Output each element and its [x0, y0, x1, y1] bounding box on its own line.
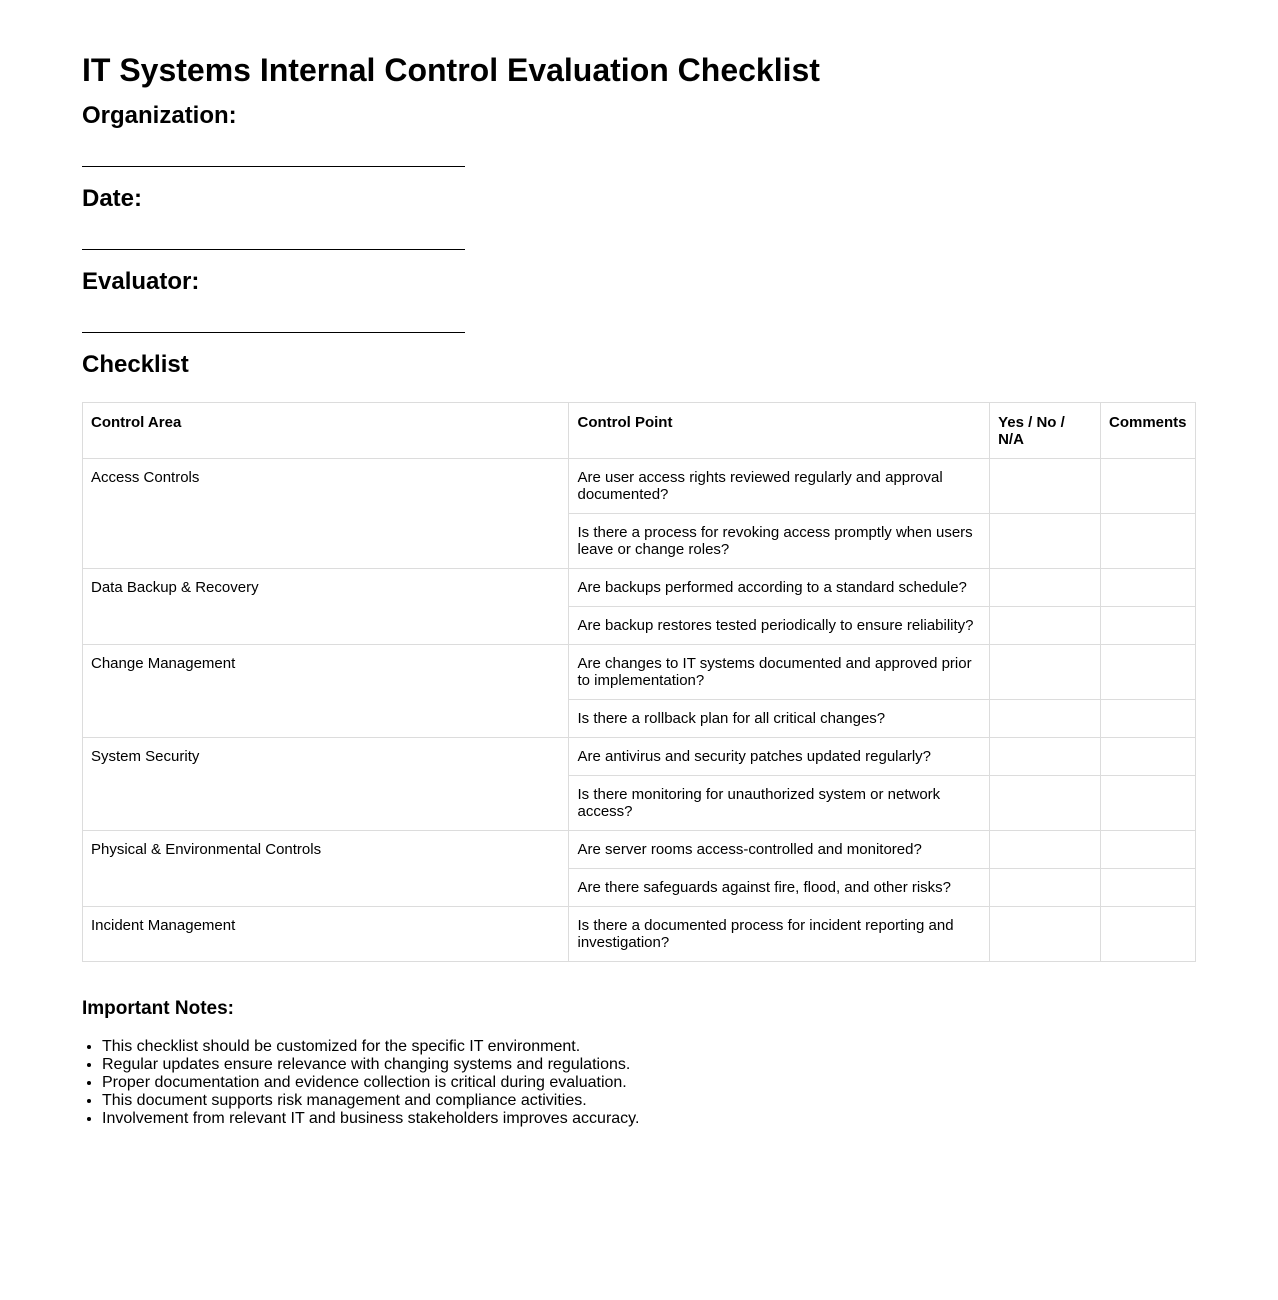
control-area-cell: Access Controls — [83, 459, 569, 569]
yes-no-na-cell[interactable] — [990, 514, 1101, 569]
note-item: • This checklist should be customized for the specific IT environment. — [102, 1038, 1196, 1056]
control-point-cell: Is there a process for revoking access promptly when users leave or change roles? — [569, 514, 990, 569]
organization-field-line[interactable] — [82, 166, 465, 167]
evaluator-field-line[interactable] — [82, 332, 465, 333]
control-area-cell: Change Management — [83, 645, 569, 738]
header-control-point: Control Point — [569, 403, 990, 459]
control-point-cell: Are changes to IT systems documented and approved prior to implementation? — [569, 645, 990, 700]
control-point-cell: Is there a documented process for incident reporting and investigation? — [569, 907, 990, 962]
comments-cell[interactable] — [1100, 700, 1195, 738]
table-row — [83, 907, 1196, 962]
yes-no-na-cell[interactable] — [990, 831, 1101, 869]
note-item: • Regular updates ensure relevance with changing systems and regulations. — [102, 1056, 1196, 1074]
comments-cell[interactable] — [1100, 776, 1195, 831]
yes-no-na-cell[interactable] — [990, 907, 1101, 962]
yes-no-na-cell[interactable] — [990, 569, 1101, 607]
control-point-cell: Is there monitoring for unauthorized system or network access? — [569, 776, 990, 831]
control-point-cell: Are user access rights reviewed regularly and approval documented? — [569, 459, 990, 514]
table-row — [83, 645, 1196, 700]
evaluator-label: Evaluator: — [82, 268, 200, 295]
notes-title: Important Notes: — [82, 998, 234, 1019]
checklist-body — [83, 459, 1196, 962]
control-point-cell: Are backups performed according to a standard schedule? — [569, 569, 990, 607]
checklist-heading: Checklist — [82, 351, 189, 378]
header-comments: Comments — [1100, 403, 1195, 459]
comments-cell[interactable] — [1100, 569, 1195, 607]
yes-no-na-cell[interactable] — [990, 869, 1101, 907]
control-area-cell: Physical & Environmental Controls — [83, 831, 569, 907]
control-point-cell: Are backup restores tested periodically to ensure reliability? — [569, 607, 990, 645]
note-item: • This document supports risk management and compliance activities. — [102, 1092, 1196, 1110]
organization-label: Organization: — [82, 102, 237, 129]
header-yes-no-na: Yes / No / N/A — [990, 403, 1101, 459]
comments-cell[interactable] — [1100, 907, 1195, 962]
yes-no-na-cell[interactable] — [990, 607, 1101, 645]
yes-no-na-cell[interactable] — [990, 459, 1101, 514]
yes-no-na-cell[interactable] — [990, 738, 1101, 776]
yes-no-na-cell[interactable] — [990, 700, 1101, 738]
control-point-cell: Are there safeguards against fire, flood, and other risks? — [569, 869, 990, 907]
checklist-table — [82, 402, 1196, 962]
yes-no-na-cell[interactable] — [990, 645, 1101, 700]
comments-cell[interactable] — [1100, 869, 1195, 907]
control-area-cell: Incident Management — [83, 907, 569, 962]
table-row — [83, 738, 1196, 776]
date-field-line[interactable] — [82, 249, 465, 250]
control-point-cell: Are server rooms access-controlled and monitored? — [569, 831, 990, 869]
yes-no-na-cell[interactable] — [990, 776, 1101, 831]
table-header-row — [83, 403, 1196, 459]
table-row — [83, 831, 1196, 869]
comments-cell[interactable] — [1100, 459, 1195, 514]
comments-cell[interactable] — [1100, 831, 1195, 869]
comments-cell[interactable] — [1100, 514, 1195, 569]
notes-list — [82, 1038, 1196, 1128]
table-row — [83, 569, 1196, 607]
note-item: • Involvement from relevant IT and business stakeholders improves accuracy. — [102, 1110, 1196, 1128]
date-label: Date: — [82, 185, 143, 212]
control-point-cell: Is there a rollback plan for all critical changes? — [569, 700, 990, 738]
note-item: • Proper documentation and evidence collection is critical during evaluation. — [102, 1074, 1196, 1092]
header-control-area: Control Area — [83, 403, 569, 459]
comments-cell[interactable] — [1100, 738, 1195, 776]
control-point-cell: Are antivirus and security patches updated regularly? — [569, 738, 990, 776]
comments-cell[interactable] — [1100, 645, 1195, 700]
comments-cell[interactable] — [1100, 607, 1195, 645]
control-area-cell: Data Backup & Recovery — [83, 569, 569, 645]
table-row — [83, 459, 1196, 514]
control-area-cell: System Security — [83, 738, 569, 831]
document-title: IT Systems Internal Control Evaluation Checklist — [82, 52, 820, 88]
